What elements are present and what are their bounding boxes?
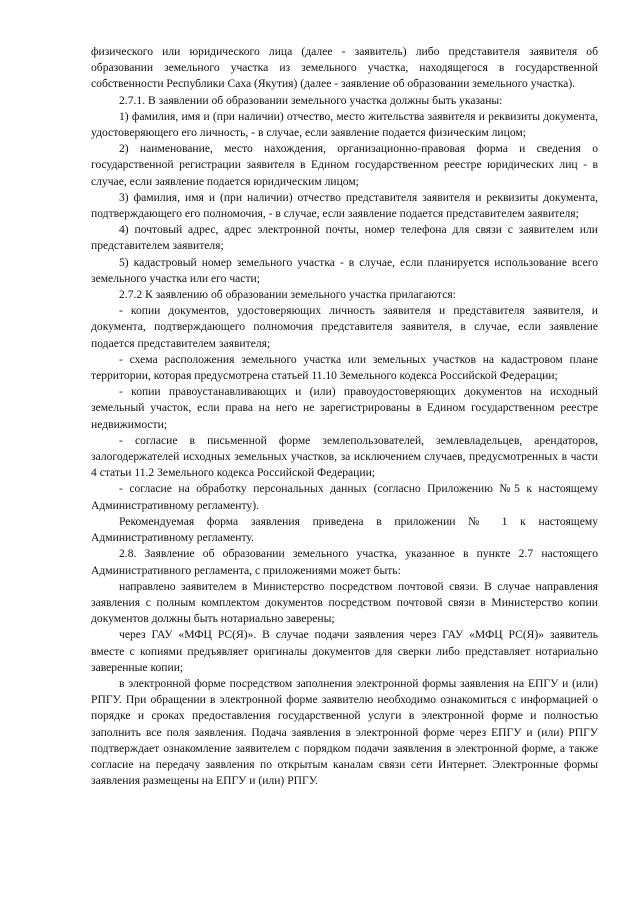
paragraph-2-7-1: 2.7.1. В заявлении об образовании земельного участка должны быть указаны: xyxy=(119,93,503,107)
paragraph-attachment-identity-copies: - копии документов, удостоверяющих личность заявителя и представителя заявителя, и документа, подтверждающего полномочия представителя заявителя, в случае, если заявление подается представителем заявителя; xyxy=(91,304,598,350)
paragraph-attachment-written-consent: - согласие в письменной форме землепользователей, землевладельцев, арендаторов, залогодержателей исходных земельных участков, за исключением случаев, предусмотренных в части 4 статьи 11.2 Земельного кодекса Российской Федерации; xyxy=(91,433,598,480)
paragraph-intro-continuation: физического или юридического лица (далее - заявитель) либо представителя заявителя об образовании земельного участка из земельного участка, находящегося в государственной собственности Республики Саха (Якутия) (далее - заявление об образовании земельного участка). xyxy=(91,45,598,91)
paragraph-item-4: 4) почтовый адрес, адрес электронной почты, номер телефона для связи с заявителем или представителем заявителя; xyxy=(91,223,598,253)
paragraph-item-1: 1) фамилия, имя и (при наличии) отчество, место жительства заявителя и реквизиты документа, удостоверяющего его личность, - в случае, если заявление подается физическим лицом; xyxy=(91,109,598,140)
paragraph-attachment-personal-data-consent: - согласие на обработку персональных данных (согласно Приложению №5 к настоящему Административному регламенту). xyxy=(91,482,598,512)
paragraph-submission-via-mfc: через ГАУ «МФЦ РС(Я)». В случае подачи заявления через ГАУ «МФЦ РС(Я)» заявитель вместе с копиями предъявляет оригиналы документов для сверки либо представляет нотариально заверенные копии; xyxy=(91,628,598,674)
paragraph-submission-by-post: направлено заявителем в Министерство посредством почтовой связи. В случае направления заявления с полным комплектом документов посредством почтовой связи в Министерство копии документов должны быть нотариально заверены; xyxy=(91,579,598,626)
paragraph-item-2: 2) наименование, место нахождения, организационно-правовая форма и сведения о государственной регистрации заявителя в Едином государственном реестре юридических лиц - в случае, если заявление подается юридическим лицом; xyxy=(91,142,598,188)
document-page xyxy=(91,44,598,789)
paragraph-item-3: 3) фамилия, имя и (при наличии) отчество представителя заявителя и реквизиты документа, подтверждающего его полномочия, - в случае, если заявление подается представителем заявителя; xyxy=(91,190,598,221)
paragraph-item-5: 5) кадастровый номер земельного участка - в случае, если планируется использование всего земельного участка или его части; xyxy=(91,255,598,285)
paragraph-2-8: 2.8. Заявление об образовании земельного участка, указанное в пункте 2.7 настоящего Административного регламента, с приложениями может быть: xyxy=(91,547,598,577)
paragraph-submission-electronic: в электронной форме посредством заполнения электронной формы заявления на ЕПГУ и (или) РПГУ. При обращении в электронной форме заявителю необходимо ознакомиться с информацией о порядке и сроках предоставления государственной услуги в электронной форме и полностью заполнить все поля заявления. Подача заявления в электронной форме через ЕПГУ и (или) РПГУ подтверждает ознакомление заявителем с порядком подачи заявления в электронной форме, а также согласие на передачу заявления по открытым каналам связи сети Интернет. Электронные формы заявления размещены на ЕПГУ и (или) РПГУ. xyxy=(91,676,598,788)
paragraph-recommended-form: Рекомендуемая форма заявления приведена в приложении № 1 к настоящему Административному регламенту. xyxy=(91,514,598,545)
paragraph-2-7-2: 2.7.2 К заявлению об образовании земельного участка прилагаются: xyxy=(119,288,456,302)
paragraph-attachment-title-documents: - копии правоустанавливающих и (или) правоудостоверяющих документов на исходный земельный участок, если права на него не зарегистрированы в Едином государственном реестре недвижимости; xyxy=(91,385,598,431)
paragraph-attachment-cadastral-scheme: - схема расположения земельного участка или земельных участков на кадастровом плане территории, которая предусмотрена статьей 11.10 Земельного кодекса Российской Федерации; xyxy=(91,352,598,383)
